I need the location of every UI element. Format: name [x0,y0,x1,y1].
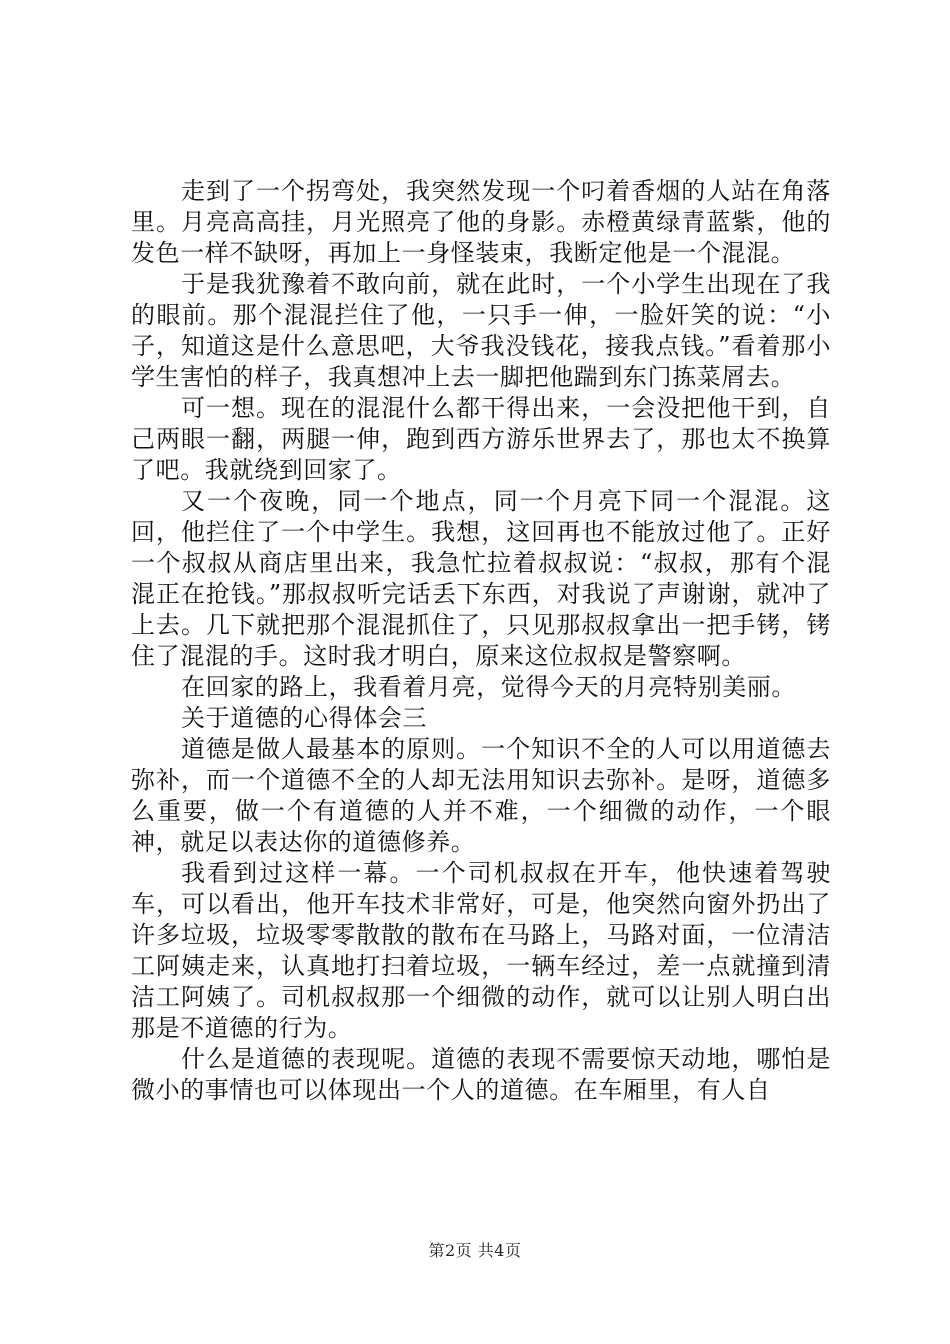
paragraph: 什么是道德的表现呢。道德的表现不需要惊天动地，哪怕是微小的事情也可以体现出一个人的道德。在车厢里，有人自 [131,1045,831,1104]
paragraph: 走到了一个拐弯处，我突然发现一个叼着香烟的人站在角落里。月亮高高挂，月光照亮了他的身影。赤橙黄绿青蓝紫，他的发色一样不缺呀，再加上一身怪装束，我断定他是一个混混。 [131,177,831,267]
paragraph: 在回家的路上，我看着月亮，觉得今天的月亮特别美丽。 [181,673,796,701]
body-text [131,176,831,1106]
paragraph: 我看到过这样一幕。一个司机叔叔在开车，他快速着驾驶车，可以看出，他开车技术非常好，可是，他突然向窗外扔出了许多垃圾，垃圾零零散散的散布在马路上，马路对面，一位清洁工阿姨走来，认真地打扫着垃圾，一辆车经过，差一点就撞到清洁工阿姨了。司机叔叔那一个细微的动作，就可以让别人明白出那是不道德的行为。 [131,859,831,1042]
paragraph: 道德是做人最基本的原则。一个知识不全的人可以用道德去弥补，而一个道德不全的人却无法用知识去弥补。是呀，道德多么重要，做一个有道德的人并不难，一个细微的动作，一个眼神，就足以表达你的道德修养。 [131,735,831,856]
paragraph: 又一个夜晚，同一个地点，同一个月亮下同一个混混。这回，他拦住了一个中学生。我想，这回再也不能放过他了。正好一个叔叔从商店里出来，我急忙拉着叔叔说：“叔叔，那有个混混正在抢钱。”那叔叔听完话丢下东西，对我说了声谢谢，就冲了上去。几下就把那个混混抓住了，只见那叔叔拿出一把手铐，铐住了混混的手。这时我才明白，原来这位叔叔是警察啊。 [131,487,831,670]
page-footer: 第2页 共4页 [428,1241,522,1260]
paragraph: 于是我犹豫着不敢向前，就在此时，一个小学生出现在了我的眼前。那个混混拦住了他，一只手一伸，一脸奸笑的说：“小子，知道这是什么意思吧，大爷我没钱花，接我点钱。”看着那小学生害怕的样子，我真想冲上去一脚把他踹到东门拣菜屑去。 [131,270,831,391]
paragraph: 可一想。现在的混混什么都干得出来，一会没把他干到，自己两眼一翻，两腿一伸，跑到西方游乐世界去了，那也太不换算了吧。我就绕到回家了。 [131,394,831,484]
section-heading: 关于道德的心得体会三 [181,704,427,732]
